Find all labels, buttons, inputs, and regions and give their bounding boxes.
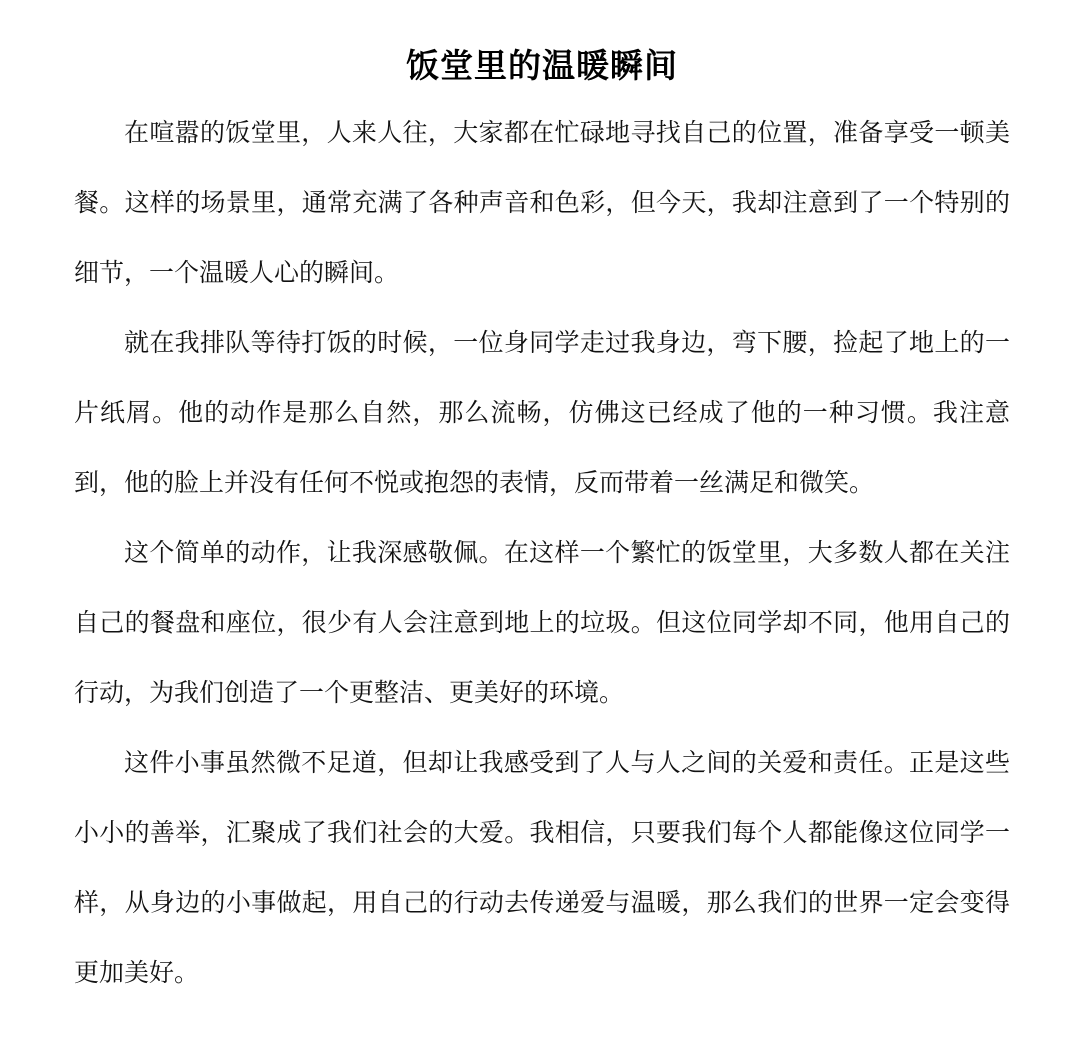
paragraph-4: 这件小事虽然微不足道，但却让我感受到了人与人之间的关爱和责任。正是这些小小的善举，汇聚成了我们社会的大爱。我相信，只要我们每个人都能像这位同学一样，从身边的小事做起，用自己的行动去传递爱与温暖，那么我们的世界一定会变得更加美好。 <box>74 748 1010 987</box>
article <box>74 40 1010 1008</box>
paragraph-3: 这个简单的动作，让我深感敬佩。在这样一个繁忙的饭堂里，大多数人都在关注自己的餐盘和座位，很少有人会注意到地上的垃圾。但这位同学却不同，他用自己的行动，为我们创造了一个更整洁、更美好的环境。 <box>74 538 1010 707</box>
article-title: 饭堂里的温暖瞬间 <box>406 46 678 85</box>
paragraph-1: 在喧嚣的饭堂里，人来人往，大家都在忙碌地寻找自己的位置，准备享受一顿美餐。这样的场景里，通常充满了各种声音和色彩，但今天，我却注意到了一个特别的细节，一个温暖人心的瞬间。 <box>74 118 1010 287</box>
paragraph-2: 就在我排队等待打饭的时候，一位身同学走过我身边，弯下腰，捡起了地上的一片纸屑。他的动作是那么自然，那么流畅，仿佛这已经成了他的一种习惯。我注意到，他的脸上并没有任何不悦或抱怨的表情，反而带着一丝满足和微笑。 <box>74 328 1010 497</box>
